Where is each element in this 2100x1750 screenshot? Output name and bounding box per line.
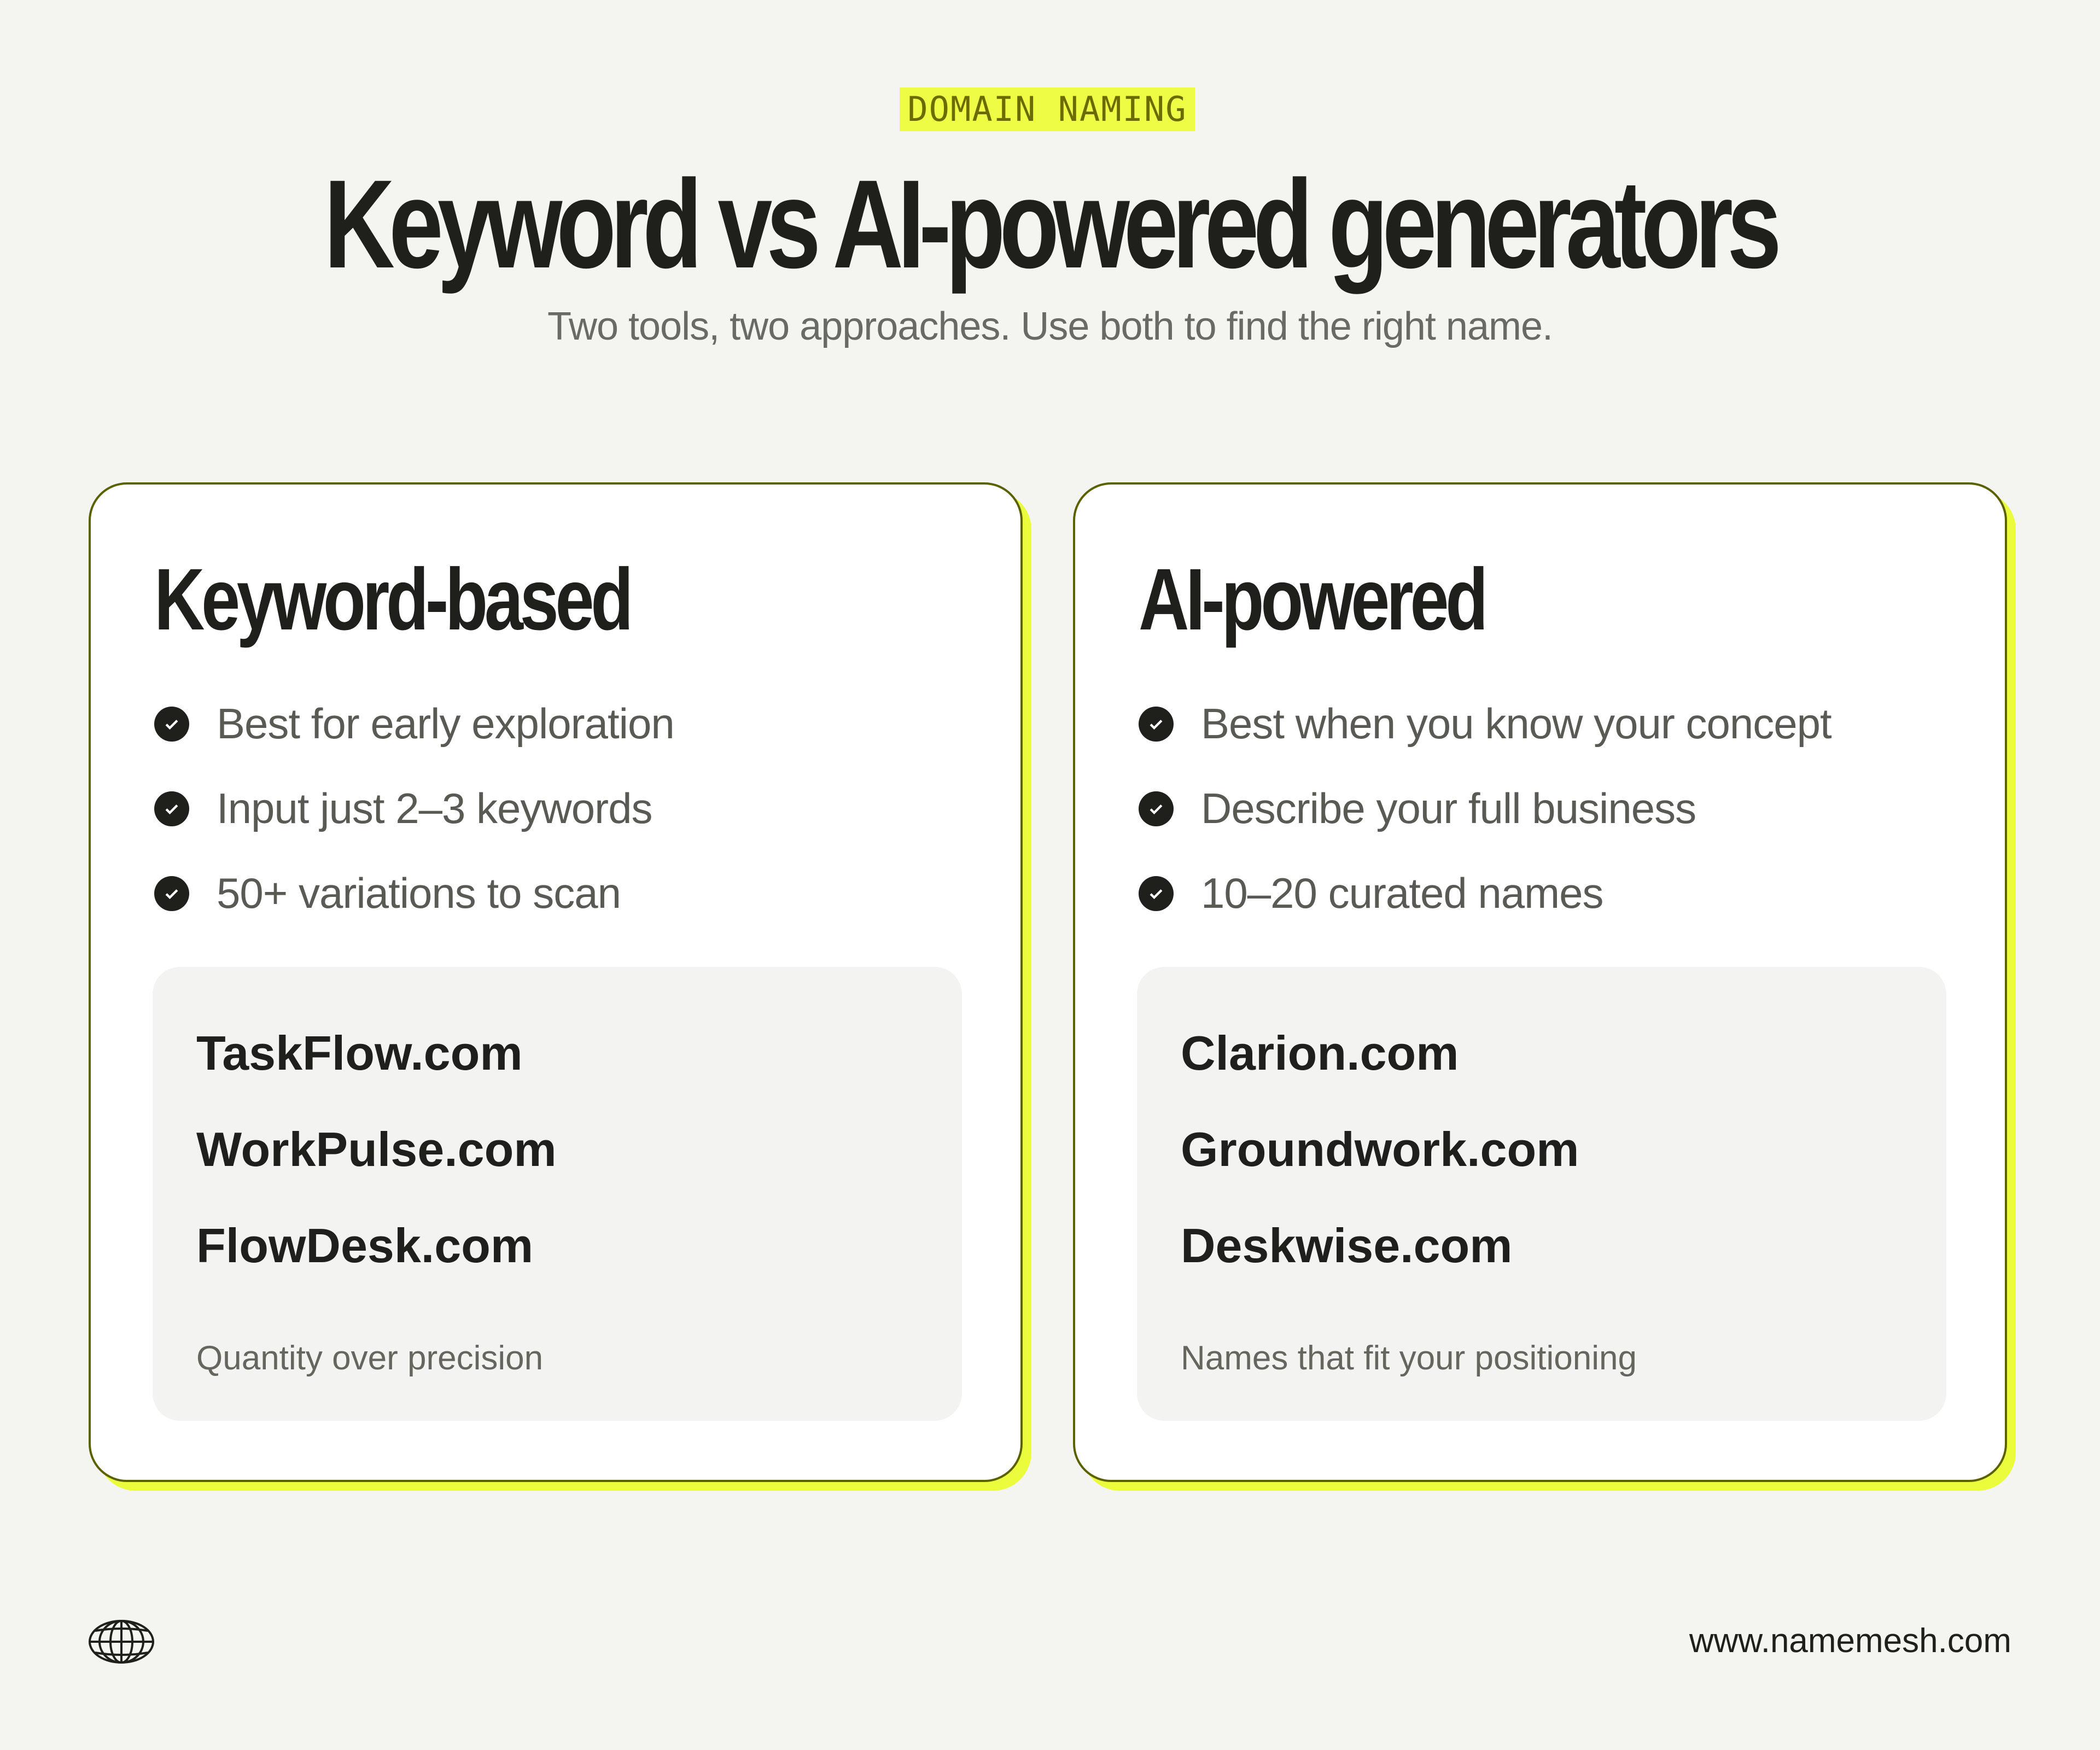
box-note: Names that fit your positioning (1181, 1339, 1637, 1377)
check-icon (1139, 876, 1174, 911)
example-domain: Clarion.com (1181, 1026, 1459, 1080)
example-domain: Deskwise.com (1181, 1218, 1513, 1273)
check-icon (1139, 707, 1174, 742)
bullet-text: Best for early exploration (217, 699, 674, 748)
list-item (154, 851, 674, 936)
page-title-text: Keyword vs AI-powered generators (324, 154, 1776, 294)
example-domain: FlowDesk.com (196, 1218, 534, 1273)
card-heading: Keyword-based (154, 550, 630, 648)
check-icon (154, 876, 189, 911)
example-names-box (153, 967, 962, 1421)
example-names-box (1137, 967, 1946, 1421)
list-item (1139, 766, 1831, 851)
bullet-text: Input just 2–3 keywords (217, 784, 652, 832)
list-item (154, 681, 674, 766)
page-title (0, 154, 2100, 294)
bullet-text: Best when you know your concept (1201, 699, 1831, 748)
feature-list (1139, 681, 1831, 936)
example-domain: WorkPulse.com (196, 1122, 557, 1176)
example-domain: Groundwork.com (1181, 1122, 1579, 1176)
list-item (1139, 851, 1831, 936)
bullet-text: Describe your full business (1201, 784, 1696, 832)
ai-powered-card (1073, 482, 2007, 1482)
check-icon (154, 791, 189, 826)
bullet-text: 10–20 curated names (1201, 869, 1603, 917)
list-item (154, 766, 674, 851)
page-subtitle: Two tools, two approaches. Use both to find the right name. (547, 305, 1553, 348)
keyword-based-card (89, 482, 1023, 1482)
card-heading: AI-powered (1139, 550, 1485, 648)
feature-list (154, 681, 674, 936)
check-icon (154, 707, 189, 742)
globe-icon (88, 1619, 155, 1667)
bullet-text: 50+ variations to scan (217, 869, 621, 917)
check-icon (1139, 791, 1174, 826)
box-note: Quantity over precision (196, 1339, 544, 1377)
category-tag: DOMAIN NAMING (900, 88, 1195, 131)
example-domain: TaskFlow.com (196, 1026, 523, 1080)
list-item (1139, 681, 1831, 766)
footer-url[interactable]: www.namemesh.com (1689, 1622, 2011, 1660)
